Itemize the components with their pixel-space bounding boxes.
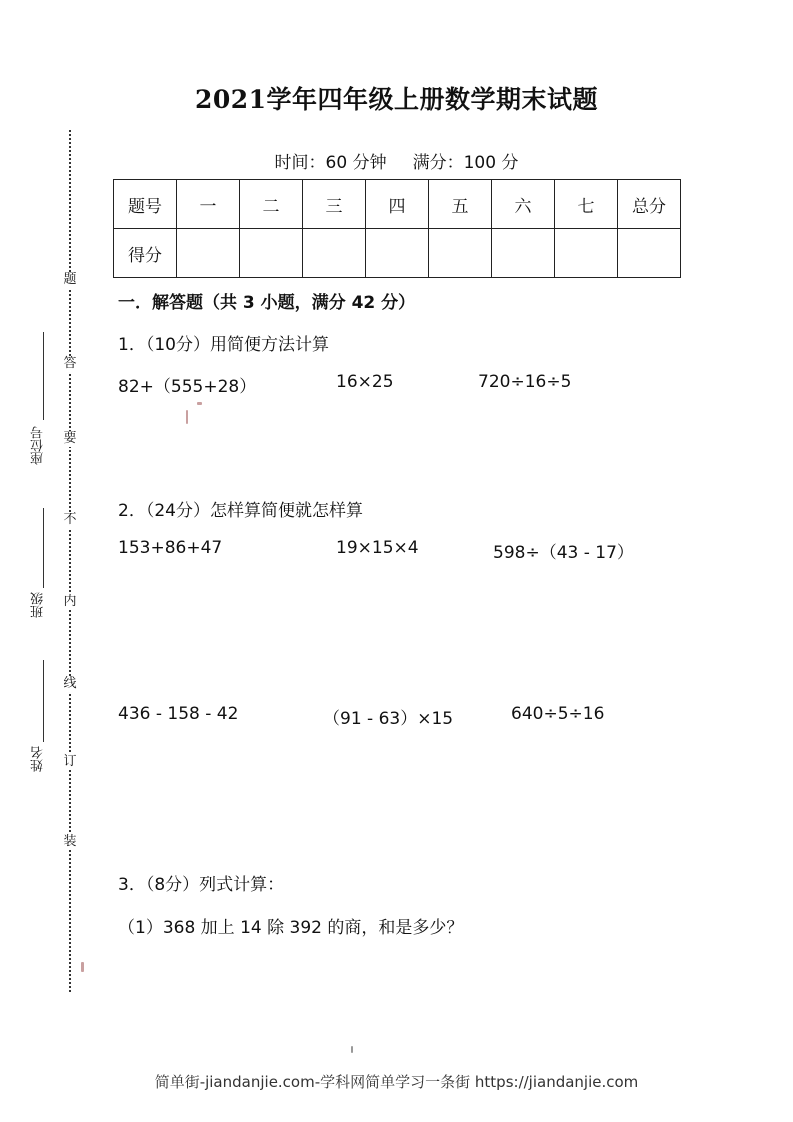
- section-heading: 一．解答题（共 3 小题，满分 42 分）: [118, 293, 416, 313]
- score-cell[interactable]: [366, 229, 429, 278]
- score-cell[interactable]: [177, 229, 240, 278]
- question-2-item: 640÷5÷16: [511, 704, 605, 724]
- score-table-header-cell: 三: [303, 180, 366, 229]
- name-field: [31, 746, 47, 772]
- exam-full-score: 满分：100 分: [412, 153, 519, 173]
- exam-meta: [0, 148, 793, 173]
- binding-line-char: 线: [63, 676, 77, 691]
- seat-number-blank[interactable]: [43, 332, 44, 420]
- score-cell[interactable]: [240, 229, 303, 278]
- footer-source: 简单街-jiandanjie.com-学科网简单学习一条街 https://jiandanjie.com: [154, 1073, 639, 1091]
- question-3-sub-1: （1）368 加上 14 除 392 的商，和是多少？: [118, 918, 464, 938]
- score-cell[interactable]: [618, 229, 681, 278]
- binding-line-char: 不: [63, 512, 77, 527]
- score-table: [113, 179, 681, 278]
- question-1-item: 82+（555+28）: [118, 377, 257, 397]
- question-1-item: 16×25: [336, 372, 394, 392]
- question-1-item: 720÷16÷5: [478, 372, 572, 392]
- score-cell[interactable]: [555, 229, 618, 278]
- score-cell[interactable]: [303, 229, 366, 278]
- seat-number-label: 座位号: [31, 426, 46, 465]
- question-2-label: 2．（24分）怎样算简便就怎样算: [118, 501, 363, 521]
- score-cell[interactable]: [492, 229, 555, 278]
- binding-line-char: 要: [63, 431, 77, 446]
- binding-line-char: 题: [63, 272, 77, 287]
- class-label: 班级: [31, 592, 46, 618]
- score-table-header-row: [114, 180, 681, 229]
- score-table-header-cell: 四: [366, 180, 429, 229]
- class-blank[interactable]: [43, 508, 44, 588]
- question-2-item: 153+86+47: [118, 538, 223, 558]
- score-table-header-cell: 二: [240, 180, 303, 229]
- name-blank[interactable]: [43, 660, 44, 742]
- scan-speck: [186, 410, 188, 424]
- binding-line-char: 内: [63, 594, 77, 609]
- score-table-header-cell: 六: [492, 180, 555, 229]
- exam-time: 时间：60 分钟: [274, 153, 387, 173]
- page-title: 2021学年四年级上册数学期末试题: [194, 85, 599, 114]
- binding-line-char: 订: [63, 754, 77, 769]
- question-2-item: 436 - 158 - 42: [118, 704, 239, 724]
- seat-number-field: [31, 426, 47, 465]
- question-2-item: 598÷（43 - 17）: [493, 543, 634, 563]
- scan-speck: [81, 962, 84, 972]
- score-table-header-cell: 七: [555, 180, 618, 229]
- scan-speck: [197, 402, 202, 405]
- score-table-score-row: [114, 229, 681, 278]
- name-label: 姓名: [31, 746, 46, 772]
- binding-line-char: 装: [63, 834, 77, 849]
- scan-speck: [351, 1046, 353, 1053]
- score-cell[interactable]: [429, 229, 492, 278]
- score-row-label: 得分: [114, 229, 177, 278]
- question-2-item: （91 - 63）×15: [323, 709, 454, 729]
- class-field: [31, 592, 47, 618]
- score-table-header-cell: 题号: [114, 180, 177, 229]
- score-table-header-cell: 总分: [618, 180, 681, 229]
- binding-line-char: 答: [63, 356, 77, 371]
- question-1-label: 1．（10分）用简便方法计算: [118, 335, 329, 355]
- score-table-header-cell: 五: [429, 180, 492, 229]
- question-3-label: 3．（8分）列式计算：: [118, 875, 285, 895]
- question-2-item: 19×15×4: [336, 538, 419, 558]
- binding-dotted-line: [69, 130, 71, 992]
- score-table-header-cell: 一: [177, 180, 240, 229]
